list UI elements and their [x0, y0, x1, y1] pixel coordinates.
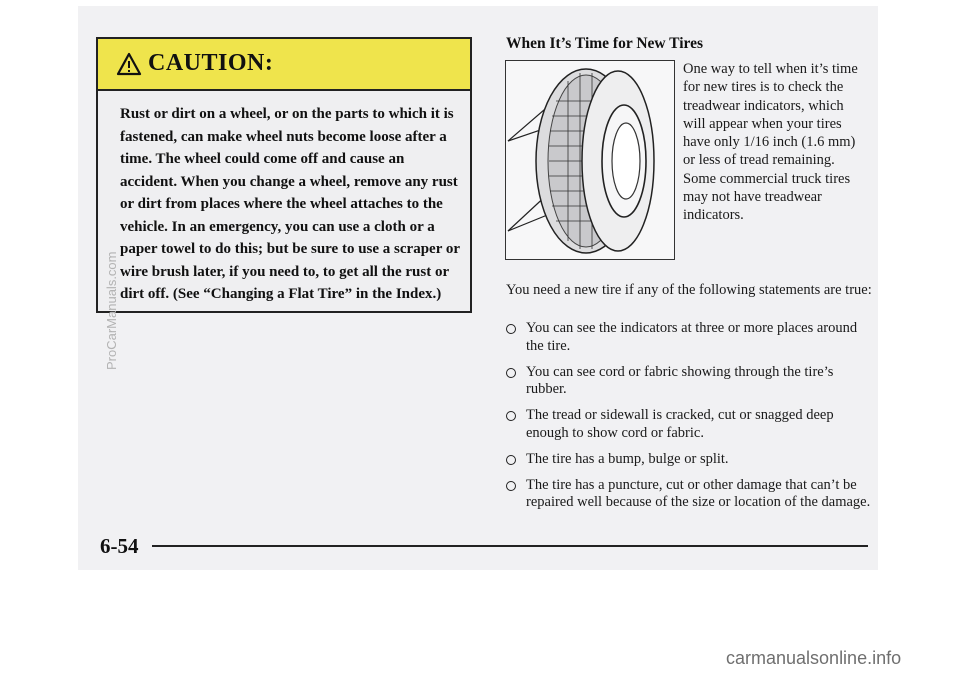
bullet-icon — [506, 324, 516, 334]
tire-figure-text: One way to tell when it’s time for new tires is to check the treadwear indicators, which will appear when your tires have only 1/16 inch (1.6 mm) or less of tread remaining. Some commercial truck tires may not have treadwear indicators. — [683, 61, 858, 224]
list-item — [506, 364, 876, 399]
caution-header — [98, 39, 470, 91]
caution-triangle-icon — [116, 52, 142, 76]
footer-site-link[interactable]: carmanualsonline.info — [726, 648, 902, 668]
footer-rule — [152, 545, 868, 547]
watermark-text: ProCarManuals.com — [104, 251, 119, 370]
section-title: When It’s Time for New Tires — [506, 35, 704, 52]
list-item — [506, 477, 876, 512]
bullet-icon — [506, 455, 516, 465]
condition-list — [506, 320, 876, 520]
list-item-text: You can see cord or fabric showing through the tire’s rubber. — [526, 363, 834, 397]
caution-title: CAUTION: — [148, 50, 274, 76]
list-item-text: The tire has a bump, bulge or split. — [526, 450, 729, 467]
tire-drawing — [506, 61, 676, 261]
list-item-text: The tire has a puncture, cut or other damage that can’t be repaired well because of the size or location of the damage. — [526, 476, 871, 510]
intro-paragraph: You need a new tire if any of the following statements are true: — [506, 282, 872, 298]
list-item-text: You can see the indicators at three or more places around the tire. — [526, 320, 858, 354]
caution-box — [96, 37, 472, 313]
tire-illustration — [505, 60, 675, 260]
list-item — [506, 407, 876, 442]
page-number: 6-54 — [100, 534, 139, 558]
list-item — [506, 451, 876, 469]
list-item — [506, 320, 876, 355]
caution-body: Rust or dirt on a wheel, or on the parts to which it is fastened, can make wheel nuts become loose after a time. The wheel could come off and cause an accident. When you change a wheel, remove any rust or dirt from places where the wheel attaches to the vehicle. In an emergency, you can use a cloth or a paper towel to do this; but be sure to use a scraper or wire brush later, if you need to, to get all the rust or dirt off. (See “Changing a Flat Tire” in the Index.) — [120, 106, 460, 302]
bullet-icon — [506, 368, 516, 378]
bullet-icon — [506, 411, 516, 421]
list-item-text: The tread or sidewall is cracked, cut or snagged deep enough to show cord or fabric. — [526, 407, 834, 441]
bullet-icon — [506, 481, 516, 491]
